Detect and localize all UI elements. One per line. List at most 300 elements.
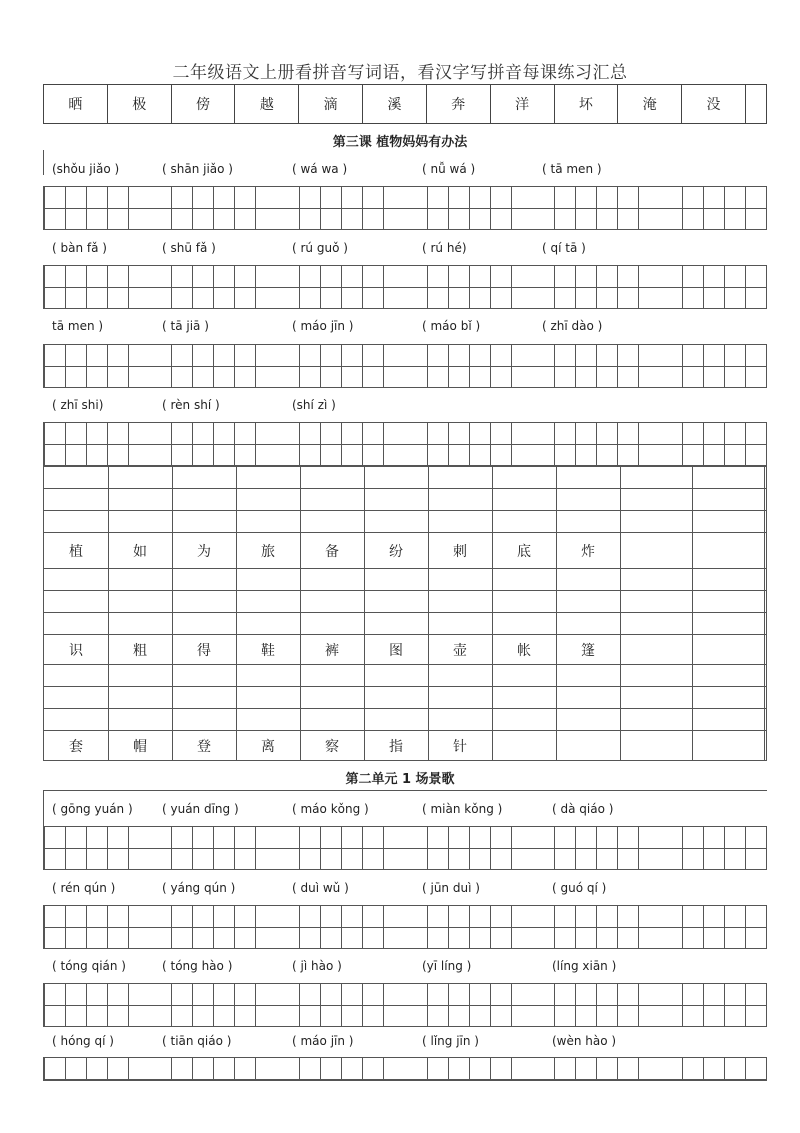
word-box[interactable] <box>554 423 639 465</box>
pinyin-answer-cell[interactable] <box>108 687 173 708</box>
pinyin-answer-cell[interactable] <box>300 489 365 510</box>
char-cell <box>321 984 342 1026</box>
pinyin-answer-cell[interactable] <box>692 665 765 686</box>
char-cell <box>725 266 746 308</box>
pinyin-answer-cell[interactable] <box>556 489 621 510</box>
pinyin-answer-cell[interactable] <box>364 467 429 488</box>
char-cell <box>172 984 193 1026</box>
pinyin-answer-cell[interactable] <box>364 687 429 708</box>
char-cell <box>172 906 193 948</box>
word-box[interactable] <box>171 1058 256 1081</box>
char-cell <box>725 187 746 229</box>
pinyin-answer-cell[interactable] <box>44 709 109 730</box>
pinyin-answer-cell[interactable] <box>492 467 557 488</box>
char-cell <box>45 984 66 1026</box>
pinyin-answer-cell[interactable] <box>692 591 765 612</box>
pinyin-answer-cell[interactable] <box>108 591 173 612</box>
pinyin-answer-cell[interactable] <box>172 709 237 730</box>
pinyin-answer-cell[interactable] <box>428 687 493 708</box>
char-cell <box>692 635 765 664</box>
char-cell <box>597 906 618 948</box>
vocab-char-cell: 淹 <box>618 85 682 123</box>
vocab-char-cell: 坏 <box>555 85 619 123</box>
word-box[interactable] <box>554 827 639 869</box>
char-cell <box>704 423 725 465</box>
pinyin-prompt: ( guó qí ) <box>552 881 607 895</box>
char-cell <box>214 906 235 948</box>
tianzige-grid <box>43 422 767 466</box>
char-cell <box>597 423 618 465</box>
word-box[interactable] <box>44 187 129 229</box>
pinyin-answer-cell[interactable] <box>364 511 429 532</box>
char-cell <box>470 266 491 308</box>
char-cell <box>214 423 235 465</box>
pinyin-answer-cell[interactable] <box>556 591 621 612</box>
pinyin-answer-cell[interactable] <box>44 467 109 488</box>
word-box[interactable] <box>554 984 639 1026</box>
char-cell <box>683 984 704 1026</box>
char-cell <box>470 827 491 869</box>
char-cell <box>470 423 491 465</box>
word-box[interactable] <box>427 423 512 465</box>
char-cell: 识 <box>44 635 109 664</box>
char-cell: 纷 <box>364 533 429 568</box>
pinyin-answer-cell[interactable] <box>620 613 693 634</box>
char-cell <box>470 187 491 229</box>
char-row <box>44 634 766 664</box>
char-cell <box>725 906 746 948</box>
pinyin-prompt: ( lǐng jīn ) <box>422 1034 479 1048</box>
word-box[interactable] <box>299 266 384 308</box>
pinyin-prompt: ( rèn shí ) <box>162 398 220 412</box>
pinyin-prompt: ( rú guǒ ) <box>292 241 348 255</box>
char-cell <box>683 187 704 229</box>
char-cell: 帐 <box>492 635 557 664</box>
pinyin-answer-cell[interactable] <box>108 709 173 730</box>
pinyin-answer-cell[interactable] <box>300 687 365 708</box>
pinyin-answer-cell[interactable] <box>44 511 109 532</box>
char-cell <box>193 906 214 948</box>
word-box[interactable] <box>427 187 512 229</box>
char-cell <box>87 906 108 948</box>
pinyin-answer-cell[interactable] <box>620 511 693 532</box>
pinyin-prompt: ( gōng yuán ) <box>52 802 133 816</box>
char-cell <box>428 1058 449 1081</box>
word-box[interactable] <box>682 187 767 229</box>
pinyin-answer-cell[interactable] <box>172 591 237 612</box>
char-cell <box>692 731 765 760</box>
char-cell <box>321 827 342 869</box>
word-box[interactable] <box>682 266 767 308</box>
word-box[interactable] <box>554 345 639 387</box>
pinyin-answer-cell[interactable] <box>236 613 301 634</box>
char-cell <box>321 906 342 948</box>
char-cell <box>66 187 87 229</box>
word-box[interactable] <box>554 1058 639 1081</box>
pinyin-answer-cell[interactable] <box>556 687 621 708</box>
char-cell: 刺 <box>428 533 493 568</box>
pinyin-answer-cell[interactable] <box>108 489 173 510</box>
char-cell <box>620 533 693 568</box>
char-cell <box>45 266 66 308</box>
grid-midline <box>44 1005 766 1006</box>
pinyin-answer-cell[interactable] <box>364 665 429 686</box>
char-cell <box>321 1058 342 1081</box>
char-cell: 套 <box>44 731 109 760</box>
char-cell <box>66 984 87 1026</box>
pinyin-answer-cell[interactable] <box>236 569 301 590</box>
vocab-char-cell: 滴 <box>299 85 363 123</box>
word-box[interactable] <box>299 187 384 229</box>
pinyin-answer-cell[interactable] <box>428 511 493 532</box>
char-cell <box>45 423 66 465</box>
pinyin-answer-cell[interactable] <box>556 709 621 730</box>
word-box[interactable] <box>299 906 384 948</box>
pinyin-answer-cell[interactable] <box>428 613 493 634</box>
char-cell: 得 <box>172 635 237 664</box>
pinyin-answer-cell[interactable] <box>428 591 493 612</box>
char-cell: 如 <box>108 533 173 568</box>
pinyin-prompt: ( duì wǔ ) <box>292 881 349 895</box>
pinyin-answer-cell[interactable] <box>364 569 429 590</box>
char-cell: 为 <box>172 533 237 568</box>
word-box[interactable] <box>554 187 639 229</box>
pinyin-answer-cell[interactable] <box>236 665 301 686</box>
pinyin-answer-cell[interactable] <box>428 665 493 686</box>
pinyin-answer-cell[interactable] <box>556 569 621 590</box>
char-cell <box>492 731 557 760</box>
pinyin-answer-cell[interactable] <box>492 489 557 510</box>
pinyin-answer-cell[interactable] <box>172 511 237 532</box>
char-cell <box>45 827 66 869</box>
word-box[interactable] <box>44 266 129 308</box>
pinyin-answer-cell[interactable] <box>364 489 429 510</box>
pinyin-answer-cell[interactable] <box>692 569 765 590</box>
char-cell <box>193 984 214 1026</box>
pinyin-answer-cell[interactable] <box>172 489 237 510</box>
pinyin-answer-cell[interactable] <box>620 569 693 590</box>
char-cell <box>725 1058 746 1081</box>
pinyin-answer-cell[interactable] <box>44 613 109 634</box>
pinyin-answer-cell[interactable] <box>620 687 693 708</box>
pinyin-answer-cell[interactable] <box>556 511 621 532</box>
answer-row[interactable] <box>44 590 766 612</box>
char-cell <box>449 345 470 387</box>
char-cell <box>172 423 193 465</box>
word-box[interactable] <box>682 345 767 387</box>
char-cell <box>704 345 725 387</box>
pinyin-answer-cell[interactable] <box>236 511 301 532</box>
pinyin-answer-cell[interactable] <box>172 467 237 488</box>
tianzige-grid <box>43 186 767 230</box>
pinyin-answer-cell[interactable] <box>492 687 557 708</box>
char-cell <box>172 1058 193 1081</box>
page-title: 二年级语文上册看拼音写词语，看汉字写拼音每课练习汇总 <box>172 63 628 83</box>
pinyin-answer-cell[interactable] <box>428 489 493 510</box>
pinyin-answer-cell[interactable] <box>44 665 109 686</box>
grid-midline <box>44 1079 766 1080</box>
pinyin-answer-cell[interactable] <box>236 709 301 730</box>
word-box[interactable] <box>171 345 256 387</box>
char-cell <box>683 827 704 869</box>
char-cell <box>342 187 363 229</box>
word-box[interactable] <box>427 345 512 387</box>
pinyin-prompt: ( tóng qián ) <box>52 959 126 973</box>
word-box[interactable] <box>427 266 512 308</box>
char-cell <box>470 345 491 387</box>
char-cell: 图 <box>364 635 429 664</box>
char-cell <box>704 984 725 1026</box>
char-cell <box>576 187 597 229</box>
pinyin-prompt: ( wá wa ) <box>292 162 348 176</box>
pinyin-answer-cell[interactable] <box>108 569 173 590</box>
char-cell <box>214 827 235 869</box>
pinyin-answer-cell[interactable] <box>556 613 621 634</box>
char-cell <box>214 266 235 308</box>
pinyin-answer-cell[interactable] <box>692 709 765 730</box>
pinyin-prompt: ( máo kǒng ) <box>292 802 369 816</box>
pinyin-answer-cell[interactable] <box>620 591 693 612</box>
pinyin-answer-cell[interactable] <box>364 591 429 612</box>
char-cell <box>428 827 449 869</box>
char-cell <box>193 187 214 229</box>
char-cell <box>470 1058 491 1081</box>
pinyin-prompt: ( dà qiáo ) <box>552 802 614 816</box>
char-cell <box>725 345 746 387</box>
word-box[interactable] <box>171 827 256 869</box>
word-box[interactable] <box>299 984 384 1026</box>
answer-row[interactable] <box>44 612 766 634</box>
char-cell: 备 <box>300 533 365 568</box>
char-cell: 登 <box>172 731 237 760</box>
tianzige-grid <box>43 826 767 870</box>
char-cell: 察 <box>300 731 365 760</box>
pinyin-answer-cell[interactable] <box>44 591 109 612</box>
char-cell: 炸 <box>556 533 621 568</box>
char-cell <box>172 345 193 387</box>
char-cell <box>555 1058 576 1081</box>
pinyin-prompt: ( tā men ) <box>542 162 602 176</box>
word-box[interactable] <box>682 906 767 948</box>
answer-row[interactable] <box>44 664 766 686</box>
word-box[interactable] <box>171 187 256 229</box>
char-cell <box>576 984 597 1026</box>
char-cell: 帽 <box>108 731 173 760</box>
char-cell <box>45 906 66 948</box>
word-box[interactable] <box>554 266 639 308</box>
char-cell <box>66 827 87 869</box>
word-box[interactable] <box>299 345 384 387</box>
answer-row[interactable] <box>44 708 766 730</box>
char-cell <box>704 266 725 308</box>
char-cell <box>214 345 235 387</box>
pinyin-answer-cell[interactable] <box>492 665 557 686</box>
pinyin-answer-cell[interactable] <box>236 591 301 612</box>
pinyin-prompt: (shǒu jiǎo ) <box>52 162 120 176</box>
answer-row[interactable] <box>44 510 766 532</box>
char-cell: 离 <box>236 731 301 760</box>
word-box[interactable] <box>44 345 129 387</box>
pinyin-prompt: ( zhī dào ) <box>542 319 603 333</box>
pinyin-prompt: ( máo bǐ ) <box>422 319 481 333</box>
pinyin-answer-cell[interactable] <box>300 709 365 730</box>
pinyin-answer-cell[interactable] <box>364 709 429 730</box>
char-cell <box>87 345 108 387</box>
word-box[interactable] <box>299 423 384 465</box>
pinyin-prompt: tā men ) <box>52 319 104 333</box>
pinyin-prompt: ( rén qún ) <box>52 881 116 895</box>
char-cell <box>321 187 342 229</box>
pinyin-prompt: ( tā jiā ) <box>162 319 209 333</box>
pinyin-answer-cell[interactable] <box>44 489 109 510</box>
char-cell <box>576 906 597 948</box>
char-cell <box>555 345 576 387</box>
pinyin-answer-cell[interactable] <box>108 665 173 686</box>
pinyin-answer-cell[interactable] <box>172 687 237 708</box>
pinyin-prompt: ( hóng qí ) <box>52 1034 114 1048</box>
char-cell <box>692 533 765 568</box>
section-divider <box>43 790 767 791</box>
pinyin-answer-cell[interactable] <box>692 467 765 488</box>
pinyin-answer-cell[interactable] <box>692 687 765 708</box>
pinyin-answer-cell[interactable] <box>620 467 693 488</box>
answer-row[interactable] <box>44 686 766 708</box>
word-box[interactable] <box>171 984 256 1026</box>
char-cell <box>597 1058 618 1081</box>
word-box[interactable] <box>427 906 512 948</box>
vocab-char-cell: 溪 <box>363 85 427 123</box>
answer-row[interactable] <box>44 568 766 590</box>
char-cell <box>66 906 87 948</box>
word-box[interactable] <box>682 423 767 465</box>
pinyin-answer-cell[interactable] <box>172 613 237 634</box>
char-cell <box>470 906 491 948</box>
pinyin-answer-cell[interactable] <box>428 467 493 488</box>
pinyin-answer-cell[interactable] <box>620 489 693 510</box>
pinyin-answer-cell[interactable] <box>108 467 173 488</box>
char-cell <box>428 345 449 387</box>
pinyin-answer-cell[interactable] <box>108 511 173 532</box>
word-box[interactable] <box>44 1058 129 1081</box>
pinyin-answer-cell[interactable] <box>236 489 301 510</box>
word-box[interactable] <box>171 266 256 308</box>
word-box[interactable] <box>171 906 256 948</box>
char-cell <box>428 423 449 465</box>
char-cell <box>597 266 618 308</box>
char-cell <box>683 345 704 387</box>
pinyin-answer-cell[interactable] <box>620 709 693 730</box>
vocab-char-cell: 奔 <box>427 85 491 123</box>
char-cell <box>193 827 214 869</box>
pinyin-answer-cell[interactable] <box>300 591 365 612</box>
pinyin-answer-cell[interactable] <box>236 467 301 488</box>
word-box[interactable] <box>427 1058 512 1081</box>
word-box[interactable] <box>427 827 512 869</box>
word-box[interactable] <box>299 827 384 869</box>
char-cell: 指 <box>364 731 429 760</box>
char-cell <box>214 187 235 229</box>
char-cell <box>214 1058 235 1081</box>
pinyin-prompt: ( jūn duì ) <box>422 881 480 895</box>
char-cell <box>300 423 321 465</box>
pinyin-answer-cell[interactable] <box>692 511 765 532</box>
char-cell <box>45 345 66 387</box>
pinyin-answer-cell[interactable] <box>300 613 365 634</box>
char-cell <box>300 266 321 308</box>
word-box[interactable] <box>682 827 767 869</box>
word-box[interactable] <box>44 827 129 869</box>
pinyin-answer-cell[interactable] <box>236 687 301 708</box>
char-cell <box>66 345 87 387</box>
word-box[interactable] <box>554 906 639 948</box>
pinyin-answer-cell[interactable] <box>300 467 365 488</box>
char-cell: 裤 <box>300 635 365 664</box>
pinyin-answer-cell[interactable] <box>492 569 557 590</box>
pinyin-answer-cell[interactable] <box>492 613 557 634</box>
char-cell <box>321 423 342 465</box>
pinyin-answer-cell[interactable] <box>492 591 557 612</box>
word-box[interactable] <box>299 1058 384 1081</box>
pinyin-answer-cell[interactable] <box>556 665 621 686</box>
word-box[interactable] <box>682 984 767 1026</box>
pinyin-prompt: ( yáng qún ) <box>162 881 236 895</box>
char-cell <box>576 827 597 869</box>
pinyin-answer-cell[interactable] <box>620 665 693 686</box>
vocab-char-cell: 没 <box>682 85 746 123</box>
char-cell <box>576 345 597 387</box>
char-cell <box>66 423 87 465</box>
pinyin-answer-cell[interactable] <box>172 569 237 590</box>
answer-row[interactable] <box>44 466 766 488</box>
pinyin-answer-cell[interactable] <box>692 489 765 510</box>
pinyin-answer-cell[interactable] <box>44 569 109 590</box>
pinyin-prompt: ( shū fǎ ) <box>162 241 216 255</box>
char-cell <box>683 906 704 948</box>
pinyin-answer-cell[interactable] <box>556 467 621 488</box>
pinyin-answer-cell[interactable] <box>172 665 237 686</box>
pinyin-answer-cell[interactable] <box>492 709 557 730</box>
answer-row[interactable] <box>44 488 766 510</box>
pinyin-answer-cell[interactable] <box>428 569 493 590</box>
char-cell <box>555 984 576 1026</box>
char-cell <box>428 266 449 308</box>
char-cell <box>300 187 321 229</box>
char-cell <box>300 827 321 869</box>
vocab-char-cell: 洋 <box>491 85 555 123</box>
pinyin-answer-cell[interactable] <box>300 511 365 532</box>
word-box[interactable] <box>427 984 512 1026</box>
pinyin-answer-cell[interactable] <box>692 613 765 634</box>
pinyin-answer-cell[interactable] <box>492 511 557 532</box>
word-box[interactable] <box>682 1058 767 1081</box>
pinyin-answer-cell[interactable] <box>364 613 429 634</box>
word-box[interactable] <box>171 423 256 465</box>
char-cell <box>45 187 66 229</box>
grid-midline <box>44 848 766 849</box>
pinyin-answer-cell[interactable] <box>300 665 365 686</box>
char-cell <box>342 423 363 465</box>
pinyin-answer-cell[interactable] <box>300 569 365 590</box>
char-cell <box>555 906 576 948</box>
pinyin-answer-cell[interactable] <box>428 709 493 730</box>
char-cell <box>172 187 193 229</box>
section-heading: 第二单元 1 场景歌 <box>345 772 455 787</box>
word-box[interactable] <box>44 423 129 465</box>
word-box[interactable] <box>44 984 129 1026</box>
pinyin-answer-cell[interactable] <box>44 687 109 708</box>
pinyin-answer-cell[interactable] <box>108 613 173 634</box>
word-box[interactable] <box>44 906 129 948</box>
